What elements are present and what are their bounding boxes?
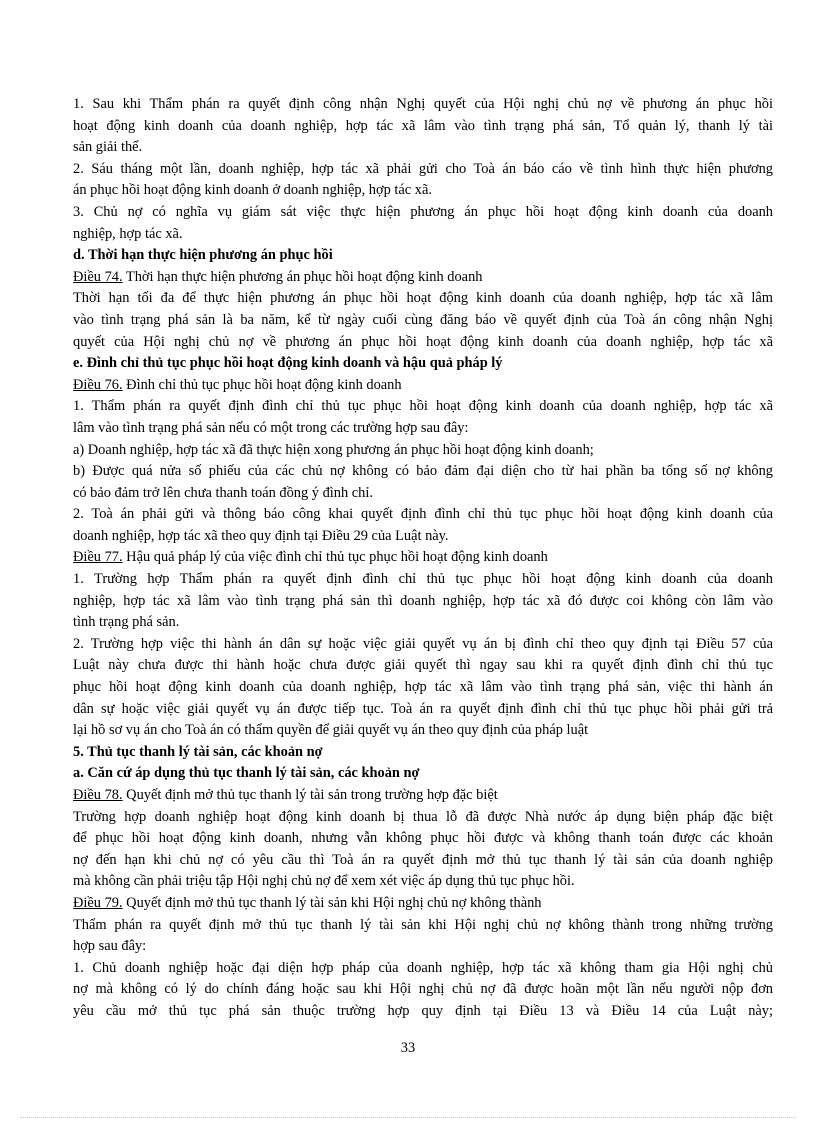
article-title: Hậu quả pháp lý của việc đình chỉ thủ tục phục hồi hoạt động kinh doanh — [126, 549, 548, 566]
section-heading: 5. Thủ tục thanh lý tài sản, các khoản nợ — [73, 743, 323, 760]
text-line: doanh nghiệp, hợp tác xã theo quy định tại Điều 29 của Luật này. — [73, 527, 449, 544]
text-line: hoạt động kinh doanh của doanh nghiệp, hợp tác xã lâm vào tình trạng phá sản, Tổ quản lý, thanh lý tài — [73, 117, 773, 134]
text-line: có bảo đảm trở lên chưa thanh toán đồng ý đình chỉ. — [73, 484, 373, 501]
text-line: b) Được quá nửa số phiếu của các chủ nợ không có bảo đảm đại diện cho từ hai phần ba tổng số nợ không — [73, 463, 773, 480]
text-line: hợp sau đây: — [73, 938, 147, 955]
text-line: mà không cần phải triệu tập Hội nghị chủ nợ để xem xét việc áp dụng thủ tục phục hồi. — [73, 873, 575, 890]
article-number: Điều 76. — [73, 376, 123, 393]
text-line: lâm vào tình trạng phá sản nếu có một trong các trường hợp sau đây: — [73, 419, 469, 436]
text-line: quyết của Hội nghị chủ nợ về phương án phục hồi hoạt động kinh doanh của doanh nghiệp, hợp tác xã — [73, 333, 773, 350]
text-line: 1. Sau khi Thẩm phán ra quyết định công nhận Nghị quyết của Hội nghị chủ nợ về phương án phục hồi — [73, 96, 773, 112]
text-line: 2. Sáu tháng một lần, doanh nghiệp, hợp tác xã phải gửi cho Toà án báo cáo về tình hình thực hiện phương — [73, 160, 773, 177]
text-line: sản giải thể. — [73, 139, 143, 156]
text-line: nghiệp, hợp tác xã lâm vào tình trạng phá sản thì doanh nghiệp, hợp tác xã đó được coi không còn lâm vào — [73, 592, 773, 609]
section-heading: e. Đình chỉ thủ tục phục hồi hoạt động kinh doanh và hậu quả pháp lý — [73, 355, 503, 372]
text-line: án phục hồi hoạt động kinh doanh ở doanh nghiệp, hợp tác xã. — [73, 182, 432, 199]
article-number: Điều 78. — [73, 787, 123, 803]
text-line: tình trạng phá sản. — [73, 614, 180, 631]
text-line: 1. Thẩm phán ra quyết định đình chỉ thủ tục phục hồi hoạt động kinh doanh của doanh nghiệp, hợp tác xã — [73, 398, 773, 415]
text-line: 1. Chủ doanh nghiệp hoặc đại diện hợp pháp của doanh nghiệp, hợp tác xã không tham gia Hội nghị chủ — [73, 959, 773, 976]
article-title: Thời hạn thực hiện phương án phục hồi hoạt động kinh doanh — [125, 268, 483, 285]
text-line: nợ mà không có lý do chính đáng hoặc sau khi Hội nghị chủ nợ đã được hoãn một lần nếu người nộp đơn — [73, 981, 773, 998]
section-heading: a. Căn cứ áp dụng thủ tục thanh lý tài sản, các khoản nợ — [73, 765, 420, 782]
text-line: để phục hồi hoạt động kinh doanh, nhưng vẫn không phục hồi được và không thanh toán được các khoản — [73, 830, 773, 847]
article-line — [73, 267, 773, 289]
text-line: dân sự hoặc việc giải quyết vụ án được tiếp tục. Toà án ra quyết định đình chỉ thủ tục phục hồi phải gửi trả — [73, 700, 773, 717]
text-line: nợ đến hạn khi chủ nợ có yêu cầu thì Toà án ra quyết định mở thủ tục thanh lý tài sản của doanh nghiệp — [73, 851, 773, 868]
text-line: nghiệp, hợp tác xã. — [73, 225, 183, 242]
text-line: Thời hạn tối đa để thực hiện phương án phục hồi hoạt động kinh doanh của doanh nghiệp, hợp tác xã lâm — [73, 290, 773, 307]
text-line: phục hồi hoạt động kinh doanh của doanh nghiệp, hợp tác xã lâm vào tình trạng phá sản, việc thi hành án — [73, 679, 773, 696]
article-title: Quyết định mở thủ tục thanh lý tài sản trong trường hợp đặc biệt — [126, 787, 498, 803]
article-line — [73, 375, 773, 397]
article-number: Điều 77. — [73, 549, 123, 566]
article-number: Điều 74. — [73, 268, 123, 285]
article-line — [73, 785, 773, 807]
text-line: lại hồ sơ vụ án cho Toà án có thẩm quyền để giải quyết vụ án theo quy định của pháp luật — [73, 722, 589, 739]
text-line: 2. Trường hợp việc thi hành án dân sự hoặc việc giải quyết vụ án bị đình chỉ theo quy định tại Điều 57 của — [73, 635, 773, 652]
text-line: vào tình trạng phá sản là ba năm, kể từ ngày cuối cùng đăng báo về quyết định của Toà án công nhận Nghị — [73, 311, 773, 328]
text-line: Trường hợp doanh nghiệp hoạt động kinh doanh bị thua lỗ đã được Nhà nước áp dụng biện pháp đặc biệt — [73, 808, 773, 825]
page-bottom-divider — [20, 1117, 796, 1118]
text-line: 1. Trường hợp Thẩm phán ra quyết định đình chỉ thủ tục phục hồi hoạt động kinh doanh của doanh — [73, 571, 773, 588]
article-title: Đình chỉ thủ tục phục hồi hoạt động kinh doanh — [126, 376, 402, 393]
article-title: Quyết định mở thủ tục thanh lý tài sản khi Hội nghị chủ nợ không thành — [126, 894, 542, 911]
article-number: Điều 79. — [73, 894, 123, 911]
text-line: a) Doanh nghiệp, hợp tác xã đã thực hiện xong phương án phục hồi hoạt động kinh doanh; — [73, 441, 594, 458]
section-heading: d. Thời hạn thực hiện phương án phục hồi — [73, 247, 333, 264]
text-line: 3. Chủ nợ có nghĩa vụ giám sát việc thực hiện phương án phục hồi hoạt động kinh doanh của doanh — [73, 203, 773, 220]
document-body — [73, 94, 773, 1023]
text-line: Thẩm phán ra quyết định mở thủ tục thanh lý tài sản khi Hội nghị chủ nợ không thành trong những trường — [73, 916, 773, 933]
text-line: Luật này chưa được thi hành hoặc chưa được giải quyết thì ngay sau khi ra quyết định đình chỉ thủ tục — [73, 657, 773, 674]
text-line: 2. Toà án phải gửi và thông báo công khai quyết định đình chỉ thủ tục phục hồi hoạt động kinh doanh của — [73, 506, 773, 523]
article-line — [73, 547, 773, 569]
text-line: yêu cầu mở thủ tục phá sản thuộc trường hợp quy định tại Điều 13 và Điều 14 của Luật này; — [73, 1002, 773, 1019]
page-number: 33 — [400, 1040, 416, 1056]
article-line — [73, 893, 773, 915]
